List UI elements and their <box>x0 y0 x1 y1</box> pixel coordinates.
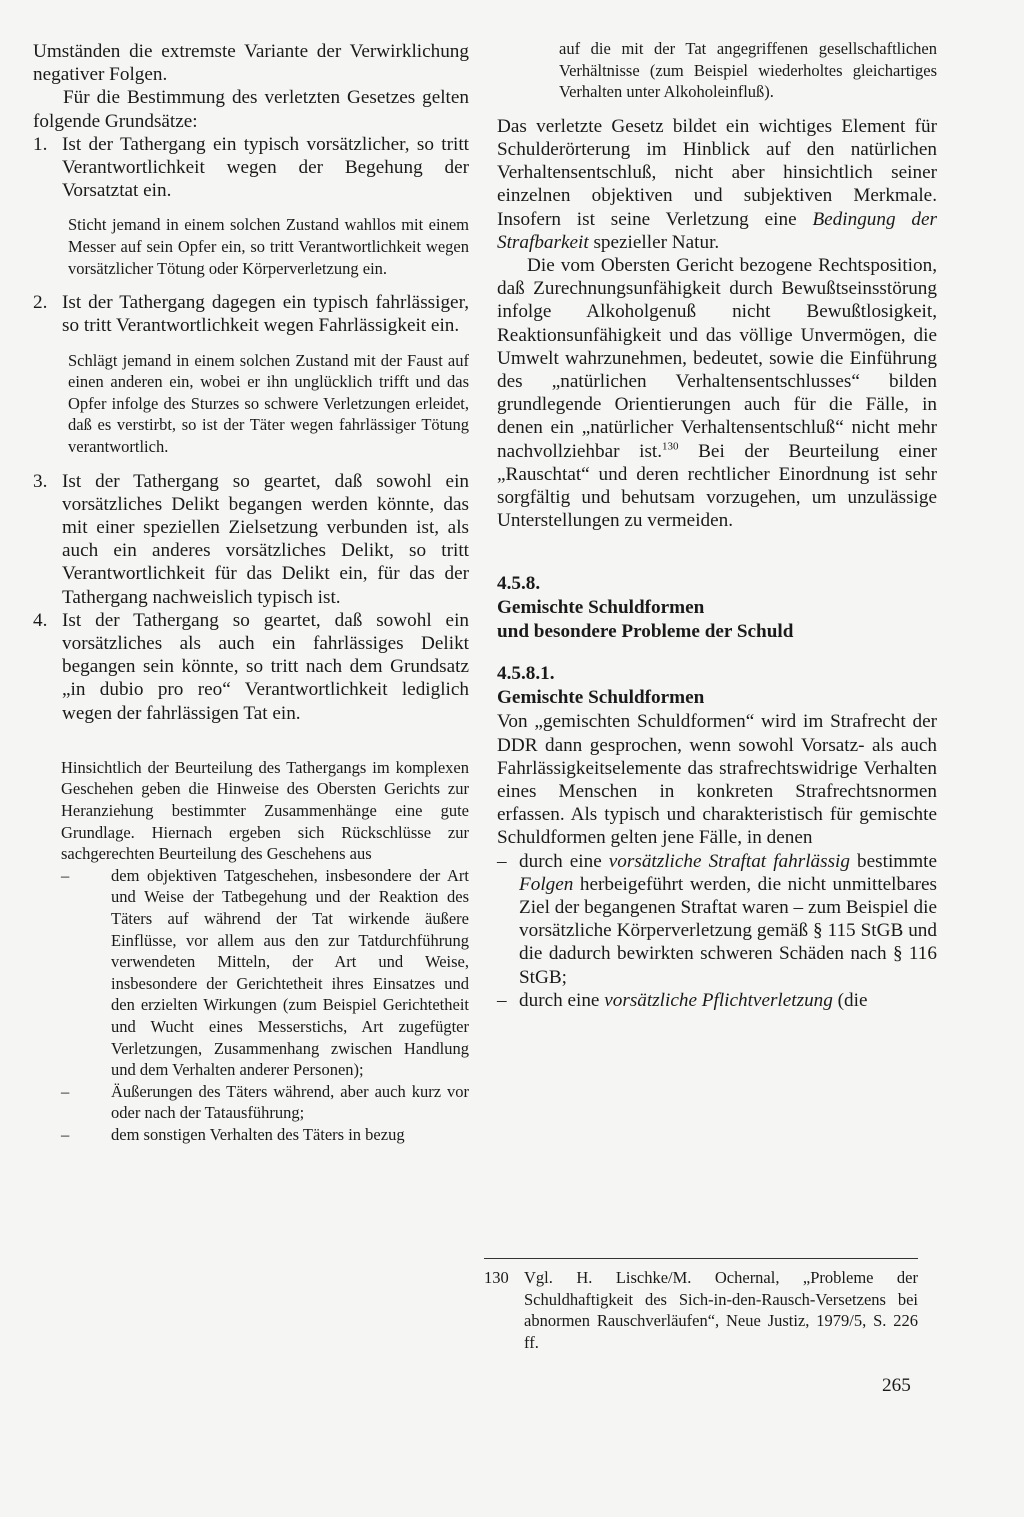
paragraph <box>497 254 937 532</box>
footnote-area <box>484 1258 918 1353</box>
small-paragraph: auf die mit der Tat angegriffenen gesellschaftlichen Verhältnisse (zum Beispiel wiederholtes gleichartiges Verhalten unter Alkoholeinfluß). <box>559 39 937 102</box>
small-paragraph: Hinsichtlich der Beurteilung des Tathergangs im komplexen Geschehen geben die Hinweise des Obersten Gerichts zur Heranziehung bestimmter Zusammenhänge eine gute Grundlage. Hiernach ergeben sich Rückschlüsse zur sachgerechten Beurteilung des Geschehens aus <box>61 757 469 864</box>
dash-item <box>33 1081 469 1124</box>
text-run: Die vom Obersten Gericht bezogene Rechtsposition, daß Zurechnungsunfähigkeit durch Bewußtseinsstörung infolge Alkoholgenuß nicht Bewußtlosigkeit, Reaktionsunfähigkeit und das völlige Unvermögen, die Umwelt wahrzunehmen, bedeutet, sowie die Einführung des „natürlichen Verhaltensentschlusses“ bilden grundlegende Orientierungen auch für die Fälle, in denen ein „natürlicher Verhaltensentschluß“ nicht mehr nachvollziehbar ist. <box>497 255 937 462</box>
section-heading <box>497 572 937 644</box>
right-column <box>497 38 937 1012</box>
dash-item-text <box>519 989 937 1012</box>
dash-item-text: dem objektiven Tatgeschehen, insbesondere der Art und Weise der Tatbegehung und der Reaktion des Täters auf während der Tat wirkende äußere Einflüsse, vor allem aus den zur Tatdurchführung verwendeten Mitteln, der Art und Weise, insbesondere der Gerichtetheit ihres Einsatzes und den erzielten Wirkungen (zum Beispiel Gerichtetheit und Wucht eines Messerstichs, Art zugefügter Verletzungen, Zusammenhang zwischen Handlung und dem Verhalten anderer Personen); <box>111 865 469 1080</box>
list-number: 1. <box>33 133 48 155</box>
dash-mark: – <box>61 1081 70 1101</box>
dash-mark: – <box>497 850 507 872</box>
list-item <box>33 133 469 203</box>
list-item-text: Ist der Tathergang so geartet, daß sowohl ein vorsätzliches Delikt begangen werden könnte, das mit einer speziellen Zielsetzung verbunden ist, als auch ein anderes vorsätzliches Delikt, so tritt Verantwortlichkeit für das Delikt ein, für das der Tathergang nachweislich typisch ist. <box>62 470 469 608</box>
dash-item-text <box>519 850 937 989</box>
dash-item <box>497 850 937 989</box>
emphasis-text: Bedingung der Strafbarkeit <box>497 208 937 253</box>
text-run: (die <box>832 989 868 1011</box>
example-text: Schlägt jemand in einem solchen Zustand mit der Faust auf einen anderen ein, wobei er ihn unglücklich trifft und das Opfer infolge des Sturzes so schwere Verletzungen erleidet, daß es verstirbt, so ist der Täter wegen fahrlässiger Tötung verantwortlich. <box>68 350 469 456</box>
dash-item-text: dem sonstigen Verhalten des Täters in bezug <box>111 1124 405 1144</box>
text-run: Bei der Beurteilung einer „Rauschtat“ und deren rechtlicher Einordnung ist sehr sorgfältig und behutsam vorzugehen, um unzulässige Unterstellungen zu vermeiden. <box>497 440 937 532</box>
list-item-text: Ist der Tathergang dagegen ein typisch fahrlässiger, so tritt Verantwortlichkeit wegen Fahrlässigkeit ein. <box>62 292 469 337</box>
subsection-title: Gemischte Schuldformen <box>497 687 705 709</box>
list-number: 4. <box>33 609 48 631</box>
list-item-text: Ist der Tathergang ein typisch vorsätzlicher, so tritt Verantwortlichkeit wegen der Begehung der Vorsatztat ein. <box>62 133 469 202</box>
list-item-text: Ist der Tathergang so geartet, daß sowohl ein vorsätzliches als auch ein fahrlässiges Delikt begangen sein könnte, so tritt nach dem Grundsatz „in dubio pro reo“ Verantwortlichkeit lediglich wegen der fahrlässigen Tat ein. <box>62 609 469 724</box>
text-run: spezieller Natur. <box>588 231 720 253</box>
dash-item <box>33 1124 469 1146</box>
list-item <box>33 470 469 609</box>
list-number: 2. <box>33 292 48 314</box>
paragraph: Für die Bestimmung des verletzten Gesetzes gelten folgende Grundsätze: <box>33 87 469 132</box>
footnote <box>484 1267 918 1353</box>
text-run: Das verletzte Gesetz bildet ein wichtiges Element für Schulderörterung im Hinblick auf den natürlichen Verhaltensentschluß, nicht aber hinsichtlich seiner einzelnen objektiven und subjektiven Merkmale. Insofern ist seine Verletzung eine <box>497 115 937 230</box>
dash-mark: – <box>61 1124 70 1144</box>
footnote-reference: 130 <box>662 440 679 453</box>
emphasis-text: vorsätzliche Pflichtverletzung <box>604 989 833 1011</box>
paragraph: Von „gemischten Schuldformen“ wird im Strafrecht der DDR dann gesprochen, wenn sowohl Vorsatz- als auch Fahrlässigkeitselemente das strafrechtswidrige Verhalten eines Menschen in konkreten Strafrechtsnormen erfassen. Als typisch und charakteristisch für gemischte Schuldformen gelten jene Fälle, in denen <box>497 711 937 849</box>
subsection-heading <box>497 662 937 710</box>
paragraph: Umständen die extremste Variante der Verwirklichung negativer Folgen. <box>33 41 469 86</box>
section-title: Gemischte Schuldformen <box>497 597 705 619</box>
dash-mark: – <box>497 989 507 1011</box>
text-run: herbeigeführt werden, die nicht unmittelbares Ziel der begangenen Straftat waren – zum Beispiel die vorsätzliche Körperverletzung gemäß § 115 StGB und die dadurch bewirkten schweren Schäden nach § 116 StGB; <box>519 873 937 988</box>
text-run: bestimmte <box>849 850 937 872</box>
text-run: durch eine <box>519 850 609 872</box>
list-item <box>33 291 469 337</box>
dash-item <box>33 865 469 1081</box>
list-number: 3. <box>33 470 48 492</box>
footnote-number: 130 <box>484 1268 509 1287</box>
section-title: und besondere Probleme der Schuld <box>497 621 794 643</box>
dash-item-text: Äußerungen des Täters während, aber auch kurz vor oder nach der Tatausführung; <box>111 1081 469 1123</box>
subsection-number: 4.5.8.1. <box>497 663 555 685</box>
section-number: 4.5.8. <box>497 573 541 595</box>
paragraph <box>497 115 937 254</box>
footnote-text: Vgl. H. Lischke/M. Ochernal, „Probleme der Schuldhaftigkeit des Sich-in-den-Rausch-Versetzens bei abnormen Rauschverläufen“, Neue Justiz, 1979/5, S. 226 ff. <box>524 1268 918 1352</box>
dash-mark: – <box>61 865 70 885</box>
emphasis-text: Folgen <box>519 873 574 895</box>
footnote-rule <box>484 1258 918 1259</box>
left-column <box>33 40 469 1146</box>
text-run: durch eine <box>519 989 605 1011</box>
example-text: Sticht jemand in einem solchen Zustand wahllos mit einem Messer auf sein Opfer ein, so tritt Verantwortlichkeit wegen vorsätzlicher Tötung oder Körperverletzung ein. <box>68 215 469 278</box>
list-item <box>33 609 469 725</box>
dash-item <box>497 989 937 1012</box>
emphasis-text: vorsätzliche Straftat fahrlässig <box>608 850 850 872</box>
page-number: 265 <box>882 1375 911 1396</box>
